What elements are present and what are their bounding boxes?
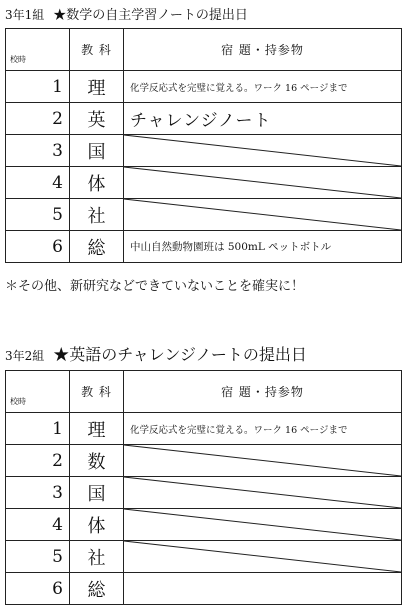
subject-cell: 総 — [70, 573, 124, 605]
period-cell: 6 — [6, 231, 70, 263]
subject-cell: 数 — [70, 445, 124, 477]
subject-cell: 国 — [70, 135, 124, 167]
subject-cell: 社 — [70, 199, 124, 231]
diagonal-strike-line — [124, 445, 401, 476]
table-row — [6, 199, 402, 231]
empty-homework-cell — [124, 167, 402, 199]
table-row — [6, 477, 402, 509]
title-text: ★英語のチャレンジノートの提出日 — [53, 345, 307, 364]
period-cell: 3 — [6, 477, 70, 509]
subject-cell: 国 — [70, 477, 124, 509]
empty-homework-cell — [124, 135, 402, 167]
period-cell: 3 — [6, 135, 70, 167]
period-cell: 1 — [6, 71, 70, 103]
header-subject: 教 科 — [70, 29, 124, 71]
subject-cell: 社 — [70, 541, 124, 573]
diagonal-strike-line — [124, 541, 401, 572]
subject-cell: 英 — [70, 103, 124, 135]
subject-cell: 体 — [70, 167, 124, 199]
diagonal-strike-line — [124, 167, 401, 198]
homework-cell: 化学反応式を完璧に覚える。ワーク 16 ページまで — [124, 71, 402, 103]
period-cell: 5 — [6, 541, 70, 573]
table-row — [6, 573, 402, 605]
homework-table-2 — [5, 370, 402, 605]
homework-cell: 化学反応式を完璧に覚える。ワーク 16 ページまで — [124, 413, 402, 445]
table-row — [6, 509, 402, 541]
homework-cell: 中山自然動物園班は 500mL ペットボトル — [124, 231, 402, 263]
period-cell: 5 — [6, 199, 70, 231]
period-cell: 1 — [6, 413, 70, 445]
subject-cell: 理 — [70, 413, 124, 445]
diagonal-strike-line — [124, 135, 401, 166]
period-cell: 4 — [6, 509, 70, 541]
empty-homework-cell — [124, 509, 402, 541]
sheet1-title — [5, 4, 248, 23]
table-row — [6, 167, 402, 199]
homework-cell: チャレンジノート — [124, 103, 402, 135]
empty-homework-cell — [124, 573, 402, 605]
header-row — [6, 29, 402, 71]
table-row — [6, 71, 402, 103]
table-row — [6, 541, 402, 573]
period-cell: 6 — [6, 573, 70, 605]
reminder-note: ＊その他、新研究などできていないことを確実に！ — [5, 279, 305, 294]
subject-cell: 総 — [70, 231, 124, 263]
subject-cell: 理 — [70, 71, 124, 103]
table-row — [6, 413, 402, 445]
header-homework: 宿 題・持参物 — [124, 371, 402, 413]
empty-homework-cell — [124, 199, 402, 231]
title-text: ★数学の自主学習ノートの提出日 — [53, 8, 248, 23]
diagonal-strike-line — [124, 477, 401, 508]
empty-homework-cell — [124, 445, 402, 477]
table-row — [6, 231, 402, 263]
header-homework: 宿 題・持参物 — [124, 29, 402, 71]
header-period: 校時 — [6, 371, 70, 413]
table-row — [6, 445, 402, 477]
empty-homework-cell — [124, 477, 402, 509]
table-row — [6, 103, 402, 135]
sheet2-title — [5, 342, 307, 365]
header-row — [6, 371, 402, 413]
empty-homework-cell — [124, 541, 402, 573]
class-label: 3年1組 — [5, 8, 45, 22]
diagonal-strike-line — [124, 199, 401, 230]
table-row — [6, 135, 402, 167]
period-cell: 2 — [6, 445, 70, 477]
class-label: 3年2組 — [5, 349, 45, 363]
homework-table-1 — [5, 28, 402, 263]
header-subject: 教 科 — [70, 371, 124, 413]
diagonal-strike-line — [124, 509, 401, 540]
period-cell: 4 — [6, 167, 70, 199]
subject-cell: 体 — [70, 509, 124, 541]
header-period: 校時 — [6, 29, 70, 71]
period-cell: 2 — [6, 103, 70, 135]
